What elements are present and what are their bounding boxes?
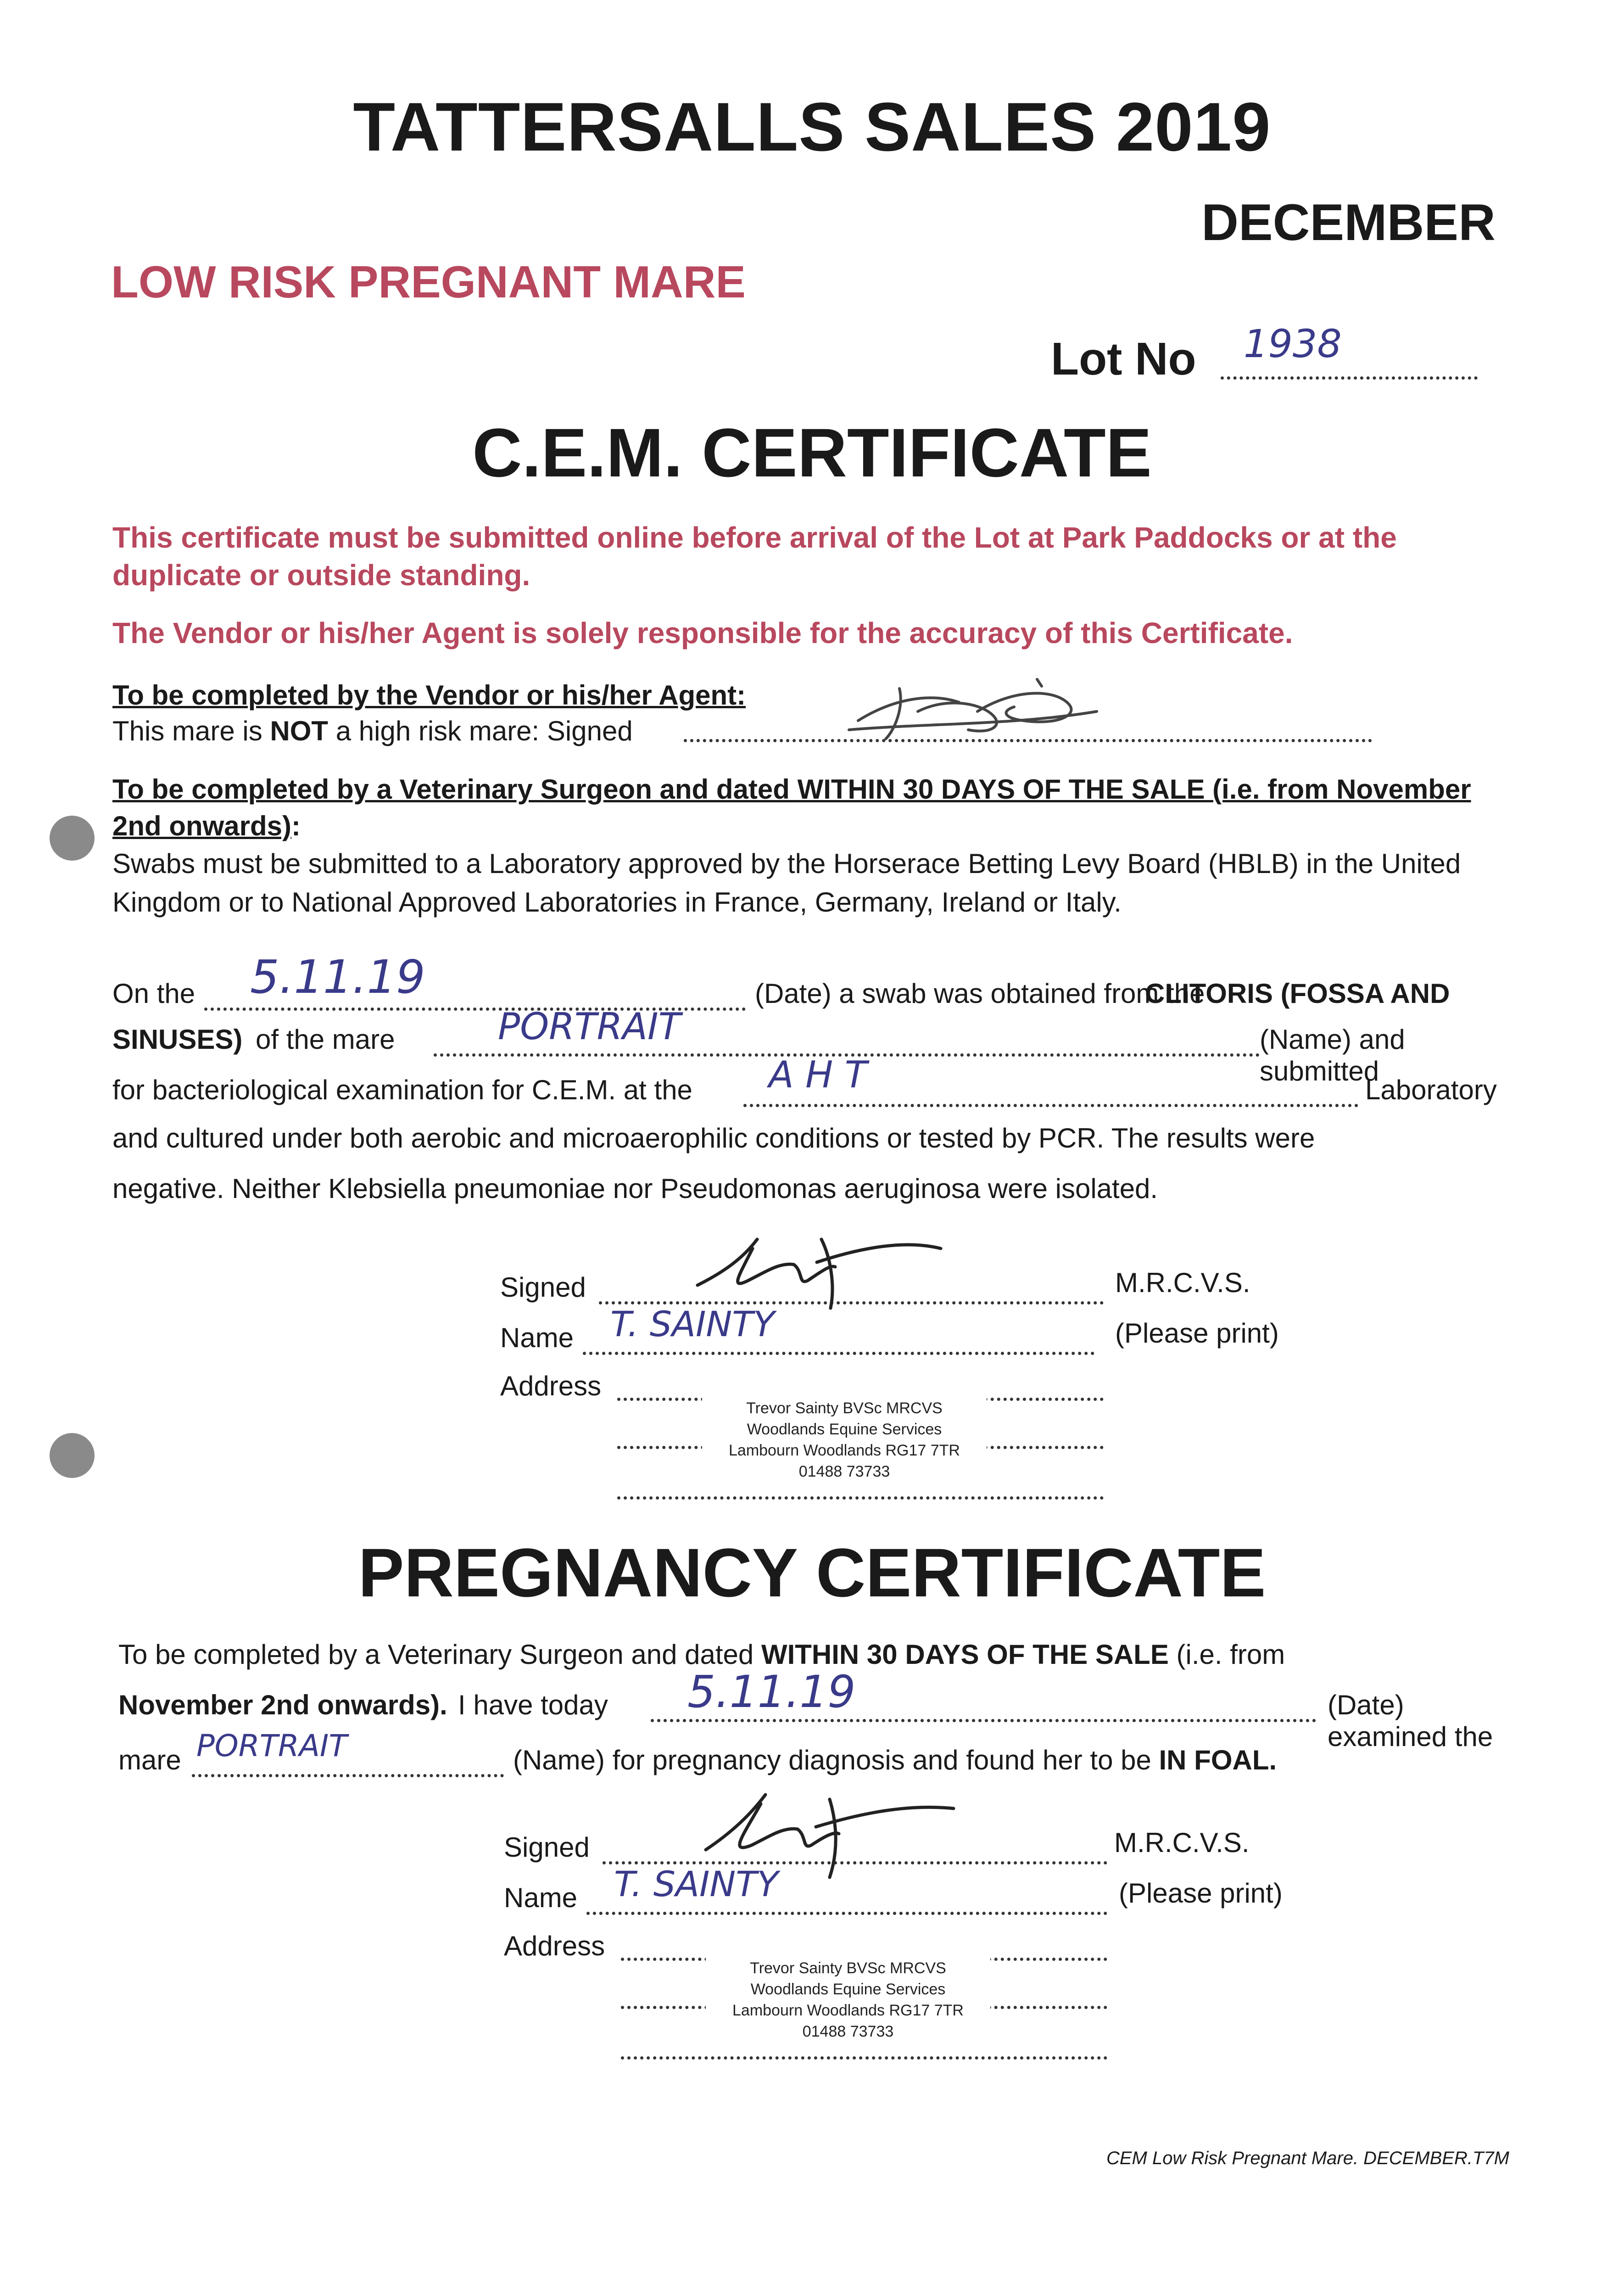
cultured-text: and cultured under both aerobic and microaerophilic conditions or tested by PCR. The results were [112,1123,1315,1153]
preg-line1-end: (i.e. from [1168,1639,1285,1670]
page-title: TATTERSALLS SALES 2019 [353,88,1271,165]
lot-label: Lot No [1051,333,1196,385]
preg-line1-pre: To be completed by a Veterinary Surgeon and dated [118,1639,761,1670]
stamp-line: Trevor Sainty BVSc MRCVS [746,1399,943,1417]
preg-line3-mid [513,1744,1277,1776]
laboratory-label: Laboratory [1365,1075,1497,1105]
preg-mare-value: PORTRAIT [196,1728,347,1763]
cem-address-label: Address [500,1371,602,1401]
vendor-line-pre: This mare is [112,716,270,746]
stamp-line: Trevor Sainty BVSc MRCVS [750,1959,946,1977]
vendor-signature [840,670,1115,748]
stamp-line: Lambourn Woodlands RG17 7TR [732,2002,964,2019]
preg-name-value: T. SAINTY [614,1864,779,1904]
cem-date-suffix: (Date) a swab was obtained from the [755,978,1205,1009]
cem-signed-label: Signed [500,1272,586,1303]
cem-notice-vendor: The Vendor or his/her Agent is solely responsible for the accuracy of this Certificate. [112,616,1293,649]
vet-heading-end: : [291,811,301,841]
lot-value: 1938 [1244,321,1342,366]
stamp-line: Lambourn Woodlands RG17 7TR [729,1442,960,1459]
name-submitted-label: (Name) and submitted [1260,1024,1405,1086]
cem-name-label: Name [500,1322,574,1353]
preg-line2-bold: November 2nd onwards). [118,1690,447,1720]
vet-heading [112,771,1503,845]
swabs-text: Swabs must be submitted to a Laboratory approved by the Horserace Betting Levy Board (HBLB) in the United Kingdom or to National Approved Laboratories in France, Germany, Ireland or Italy. [112,848,1461,918]
sinuses-label: SINUSES) [112,1024,243,1055]
punch-hole-top [50,816,95,861]
cem-vet-signature [684,1221,968,1313]
cem-name-line[interactable] [583,1352,1094,1355]
stamp-line: Woodlands Equine Services [750,1981,946,1998]
cem-date-value: 5.11.19 [250,950,425,1004]
preg-name-line[interactable] [586,1912,1107,1915]
bact-label: for bacteriological examination for C.E.M. at the [112,1075,692,1105]
preg-line2-end: (Date) examined the [1328,1690,1493,1752]
preg-mare-line[interactable] [192,1774,504,1777]
clitoris-label: CLITORIS (FOSSA AND [1145,978,1450,1009]
vendor-line-post: a high risk mare: Signed [328,716,633,746]
preg-signature-block [504,1781,1330,2084]
preg-address-label: Address [504,1931,605,1961]
cem-name-value: T. SAINTY [610,1304,775,1344]
lot-number-row [1051,321,1510,390]
punch-hole-bottom [50,1433,95,1478]
preg-date-line[interactable] [651,1719,1316,1722]
preg-address-line-3[interactable] [621,2056,1107,2060]
cem-please-print: (Please print) [1115,1318,1279,1349]
preg-date-value: 5.11.19 [687,1666,856,1718]
cem-signature-block [500,1221,1326,1524]
vendor-heading: To be completed by the Vendor or his/her Agent: [112,680,746,711]
stamp-line: 01488 73733 [798,1463,890,1480]
vendor-line-not: NOT [270,716,329,746]
lab-value: A H T [769,1053,867,1096]
vet-heading-pre: To be completed by a Veterinary Surgeon and dated [112,774,798,805]
risk-label: LOW RISK PREGNANT MARE [111,257,746,307]
in-foal-label: IN FOAL. [1159,1745,1277,1775]
of-the-mare-label: of the mare [256,1024,395,1055]
pregnancy-title: PREGNANCY CERTIFICATE [358,1534,1266,1611]
preg-line2-pre: I have today [458,1690,608,1720]
negative-text: negative. Neither Klebsiella pneumoniae nor Pseudomonas aeruginosa were isolated. [112,1173,1158,1204]
preg-line3-text: (Name) for pregnancy diagnosis and found her to be [513,1745,1159,1775]
on-the-label: On the [112,978,195,1009]
preg-line1-bold: WITHIN 30 DAYS OF THE SALE [761,1639,1169,1670]
lot-dots [1221,376,1478,380]
lab-line[interactable] [743,1104,1358,1107]
cem-title: C.E.M. CERTIFICATE [472,414,1152,491]
cem-mare-value: PORTRAIT [498,1005,681,1048]
vendor-declaration [112,715,633,747]
preg-vet-stamp [706,1958,990,2042]
cem-vet-stamp [702,1398,987,1482]
preg-name-label: Name [504,1882,578,1913]
preg-mare-row [118,1730,1518,1786]
preg-mrcvs: M.R.C.V.S. [1114,1827,1250,1858]
cem-mrcvs: M.R.C.V.S. [1115,1267,1250,1298]
sale-month: DECEMBER [1201,194,1496,251]
preg-please-print: (Please print) [1119,1878,1283,1909]
preg-line-1 [118,1639,1513,1670]
cem-notice-online: This certificate must be submitted online before arrival of the Lot at Park Paddocks or at the duplicate or outside standing. [112,521,1397,592]
cem-address-line-3[interactable] [617,1496,1104,1500]
stamp-line: Woodlands Equine Services [747,1421,942,1438]
vet-heading-bold: WITHIN 30 DAYS OF THE SALE (i.e. from November 2nd onwards) [112,774,1471,841]
stamp-line: 01488 73733 [802,2023,894,2040]
preg-mare-label: mare [118,1745,181,1775]
preg-signed-label: Signed [504,1832,590,1863]
footer-code: CEM Low Risk Pregnant Mare. DECEMBER.T7M [1106,2148,1509,2168]
